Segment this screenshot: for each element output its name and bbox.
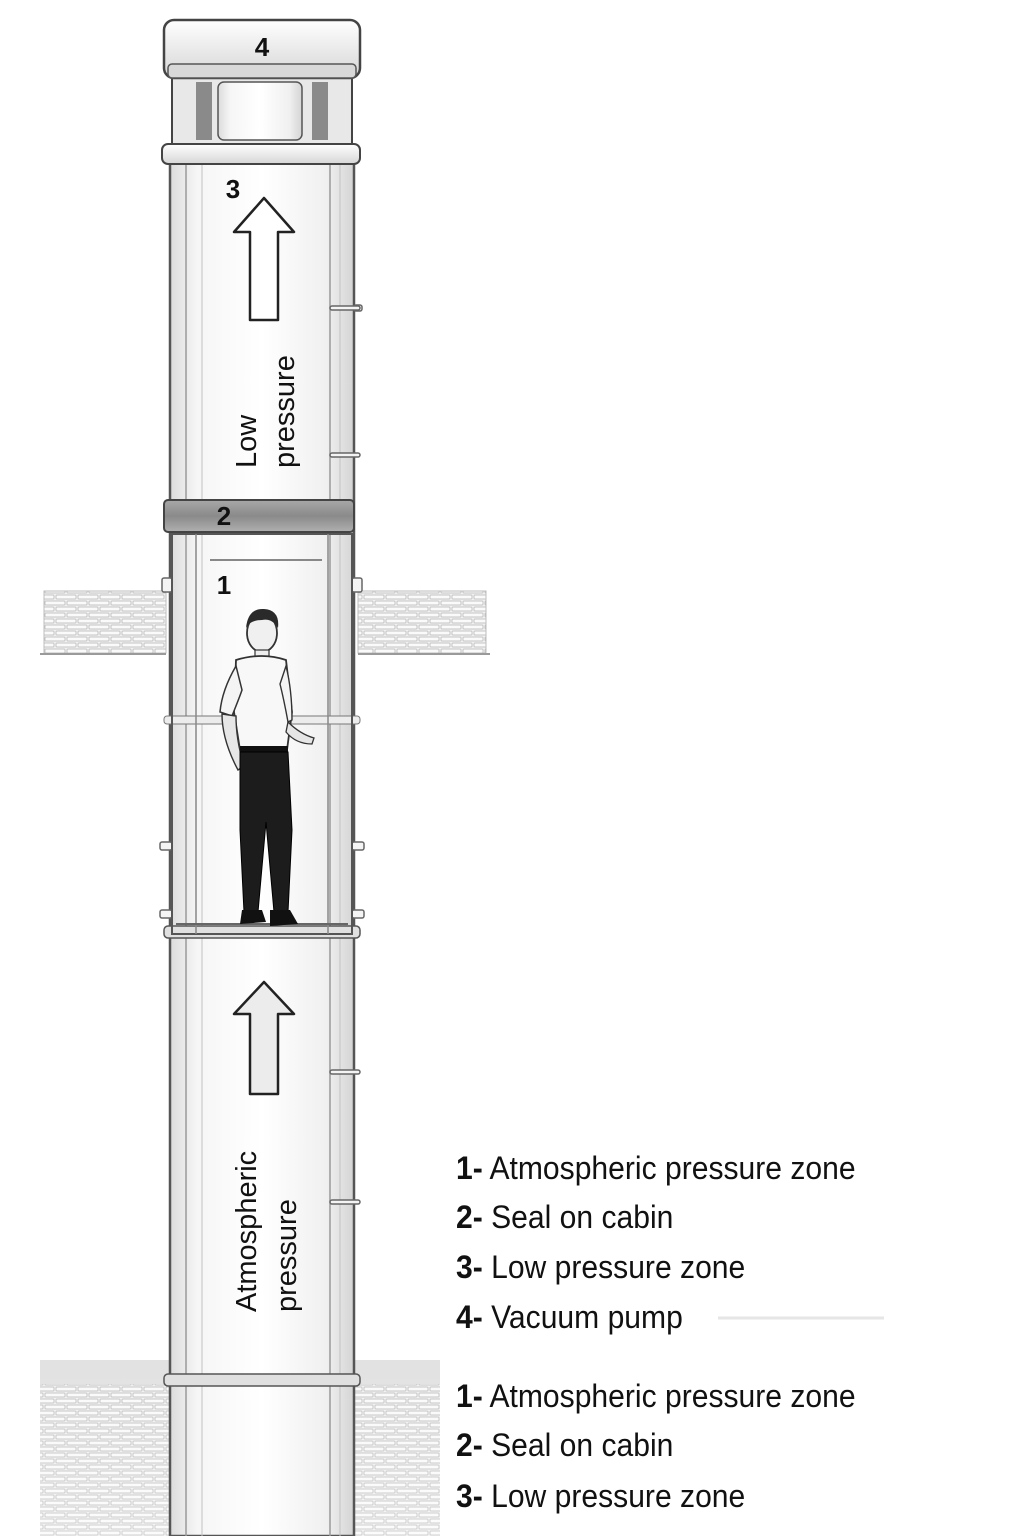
- legend-item-3: [456, 1251, 745, 1283]
- floor-slab-right: [358, 591, 490, 654]
- legend-text: Low pressure zone: [491, 1249, 746, 1285]
- zone-lower-line1: Atmospheric: [231, 1150, 263, 1312]
- marker-1: 1: [216, 570, 232, 600]
- legend-text: Seal on cabin: [491, 1427, 674, 1463]
- legend-num: 3: [456, 1478, 473, 1514]
- legend-sep: -: [472, 1150, 483, 1186]
- legend-sep: -: [472, 1378, 483, 1414]
- legend-item-2: [456, 1201, 673, 1233]
- zone-upper-line2: pressure: [269, 355, 301, 468]
- floor-slab-left: [40, 591, 166, 654]
- marker-2: 2: [216, 501, 232, 531]
- legend-sep: -: [472, 1199, 483, 1235]
- legend-text: Atmospheric pressure zone: [489, 1150, 856, 1186]
- zone-lower-line2: pressure: [271, 1199, 303, 1312]
- legend-sep: -: [472, 1427, 483, 1463]
- legend-item-4: [456, 1301, 683, 1333]
- zone-upper-line1: Low: [231, 414, 263, 468]
- cabin-seal: [164, 500, 354, 532]
- legend-sep: -: [472, 1249, 483, 1285]
- legend-sep: -: [472, 1478, 483, 1514]
- legend-item-1: [456, 1152, 856, 1184]
- legend-num: 1: [456, 1150, 473, 1186]
- legend-num: 1: [456, 1378, 473, 1414]
- legend-text: Seal on cabin: [491, 1199, 674, 1235]
- legend-num: 2: [456, 1199, 473, 1235]
- legend-text: Atmospheric pressure zone: [489, 1378, 856, 1414]
- legend-num: 4: [456, 1299, 473, 1335]
- legend-text: Low pressure zone: [491, 1478, 746, 1514]
- legend-sep: -: [472, 1299, 483, 1335]
- legend-repeat-item-3: [456, 1480, 745, 1512]
- marker-4: 4: [254, 32, 270, 62]
- legend-repeat-item-1: [456, 1380, 856, 1412]
- marker-3: 3: [225, 174, 241, 204]
- legend-repeat-item-2: [456, 1429, 673, 1461]
- legend-num: 2: [456, 1427, 473, 1463]
- legend-num: 3: [456, 1249, 473, 1285]
- legend-text: Vacuum pump: [491, 1299, 683, 1335]
